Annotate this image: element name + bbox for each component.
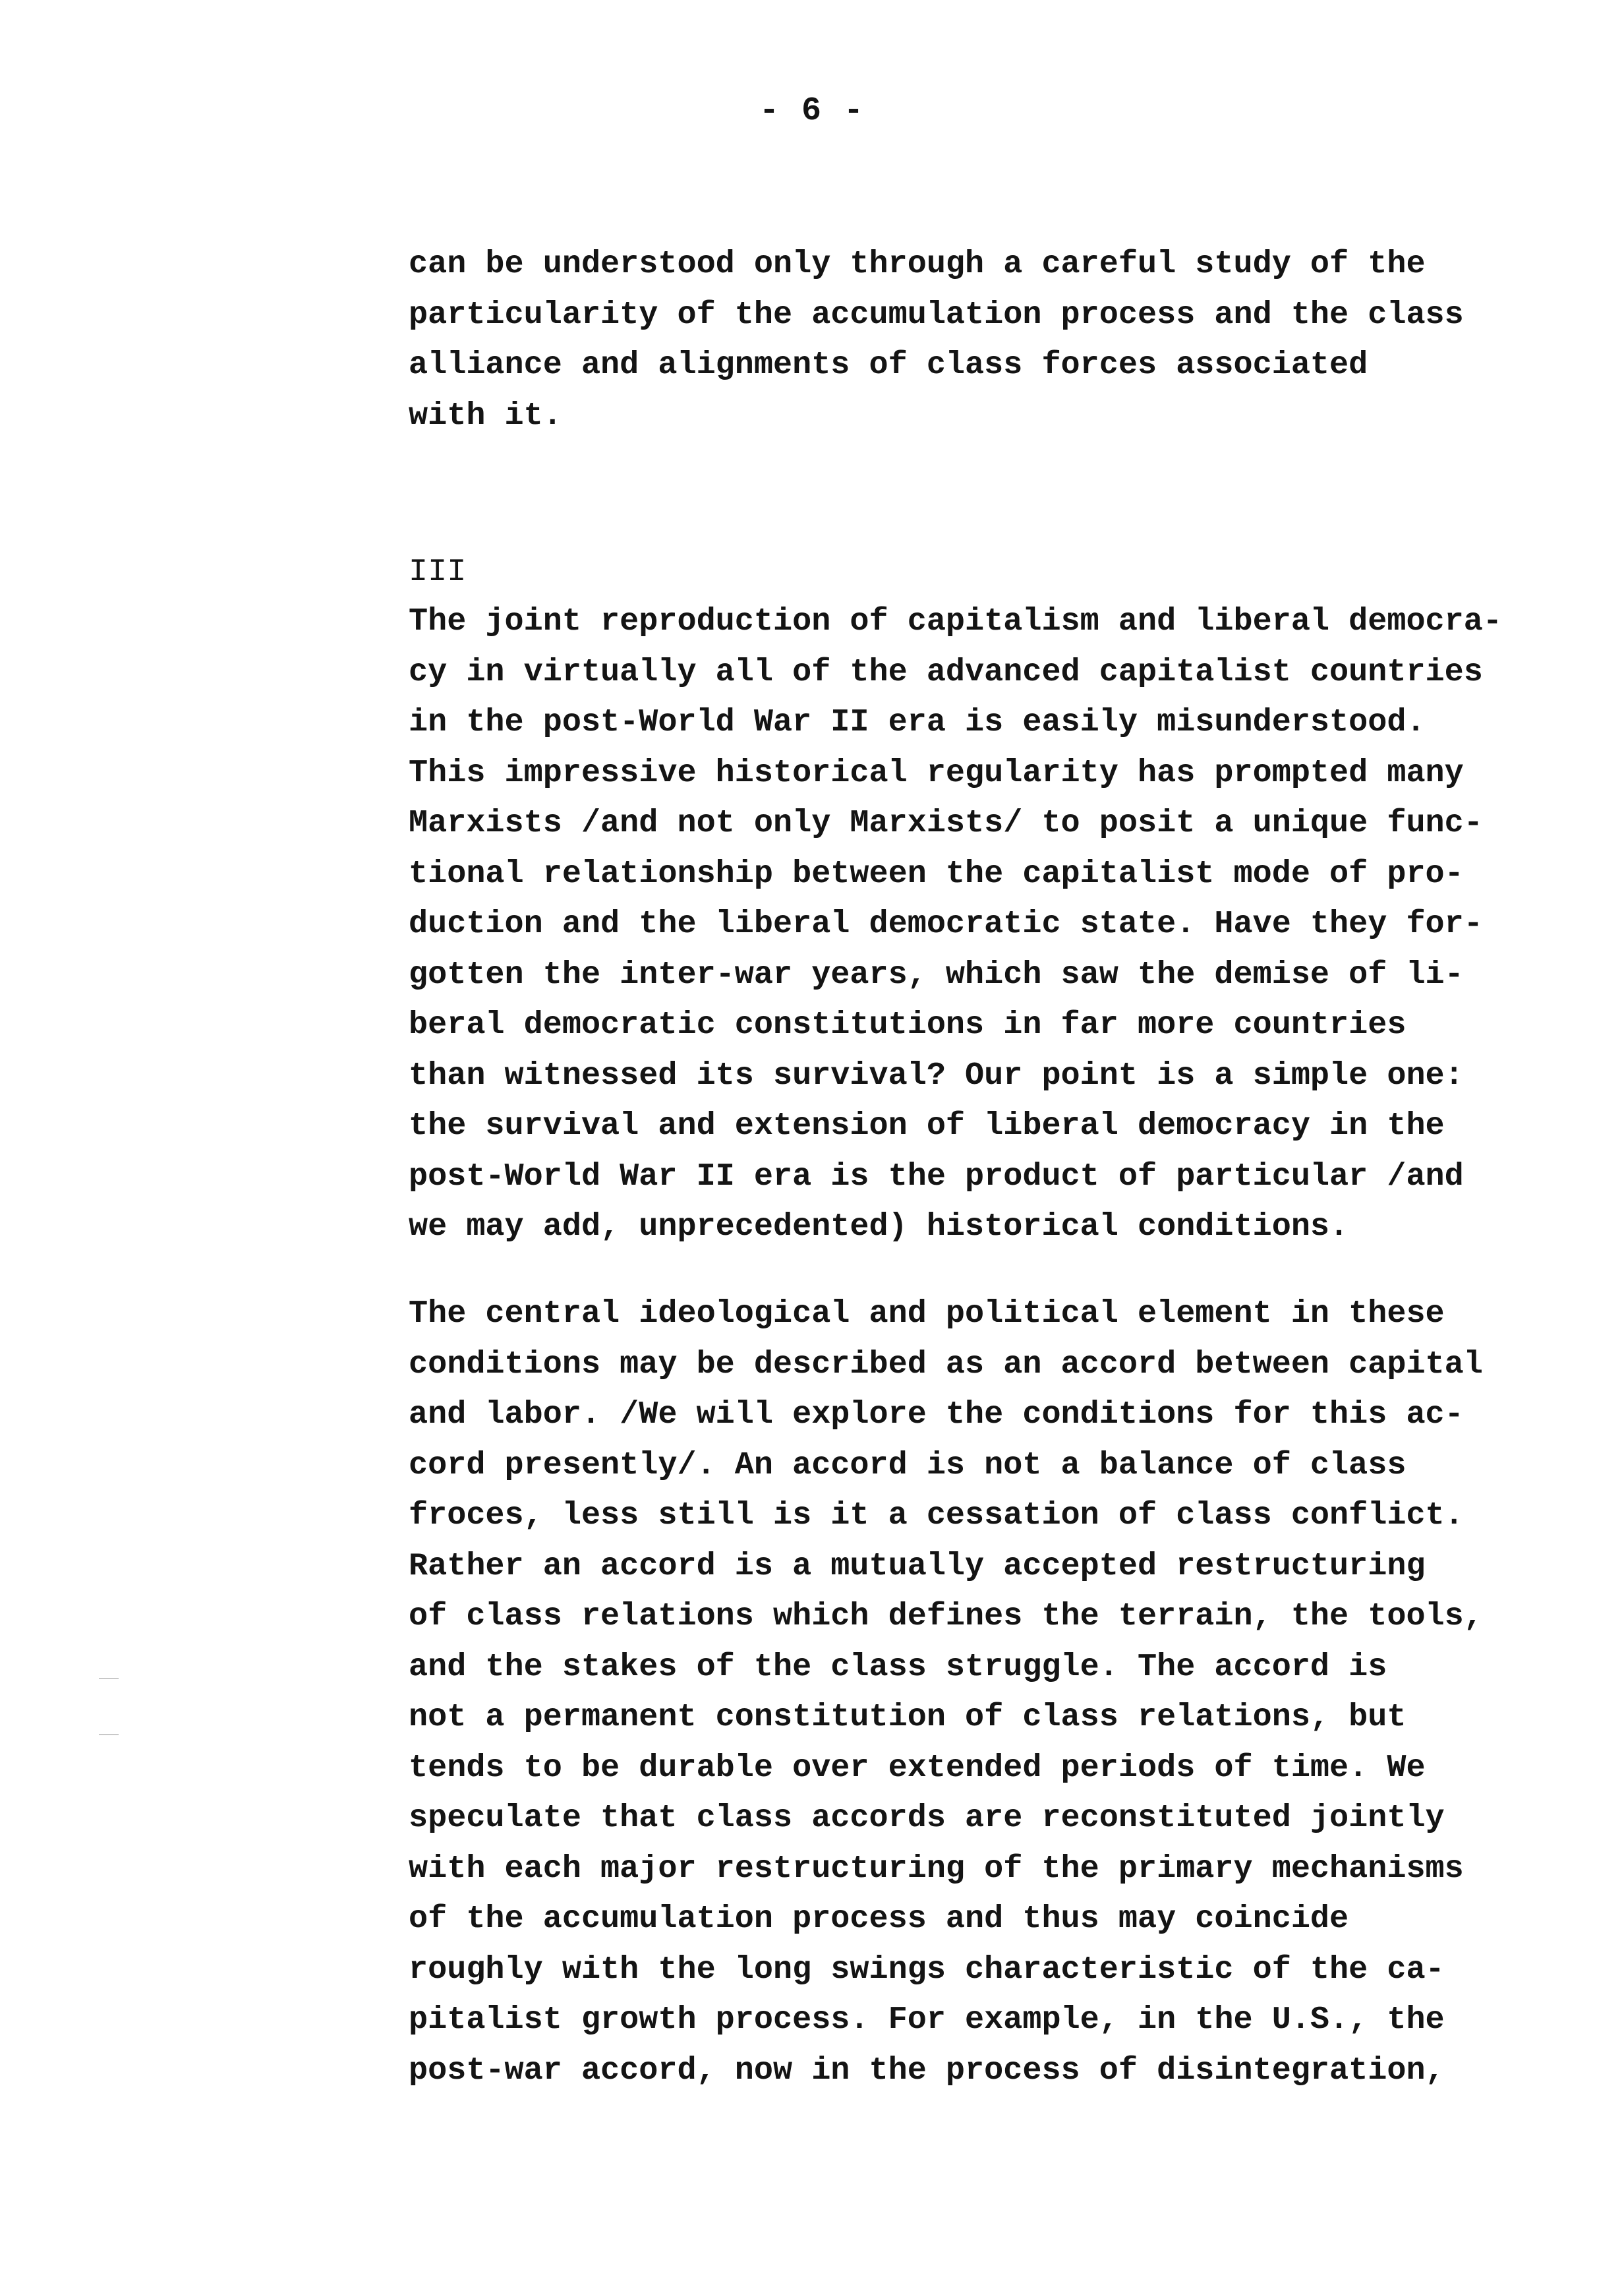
paragraph-line: post-World War II era is the product of particular /and xyxy=(409,1158,1464,1195)
paragraph-2 xyxy=(409,597,1608,1253)
paragraph-3 xyxy=(409,1289,1608,2096)
paragraph-line: in the post-World War II era is easily misunderstood. xyxy=(409,704,1426,740)
paragraph-line: duction and the liberal democratic state. Have they for- xyxy=(409,906,1483,942)
paragraph-line: not a permanent constitution of class relations, but xyxy=(409,1699,1406,1735)
paragraph-line: post-war accord, now in the process of disintegration, xyxy=(409,2052,1445,2089)
paragraph-line: conditions may be described as an accord between capital xyxy=(409,1346,1483,1382)
paragraph-line: than witnessed its survival? Our point is a simple one: xyxy=(409,1057,1464,1094)
paragraph-line: Marxists /and not only Marxists/ to posit a unique func- xyxy=(409,805,1483,841)
section-heading: III xyxy=(409,554,467,590)
paragraph-line: The joint reproduction of capitalism and liberal democra- xyxy=(409,603,1502,639)
paragraph-line: and the stakes of the class struggle. The accord is xyxy=(409,1648,1387,1685)
paragraph-line: gotten the inter-war years, which saw the demise of li- xyxy=(409,956,1464,993)
paragraph-line: beral democratic constitutions in far more countries xyxy=(409,1007,1406,1043)
margin-mark xyxy=(99,1734,119,1735)
margin-mark xyxy=(99,1678,119,1679)
paragraph-line: the survival and extension of liberal democracy in the xyxy=(409,1108,1445,1144)
page-number: - 6 - xyxy=(759,92,865,130)
paragraph-line: we may add, unprecedented) historical conditions. xyxy=(409,1208,1349,1245)
paragraph-line: can be understood only through a careful study of the xyxy=(409,246,1426,282)
paragraph-line: cy in virtually all of the advanced capitalist countries xyxy=(409,653,1483,690)
paragraph-line: with each major restructuring of the primary mechanisms xyxy=(409,1850,1464,1887)
paragraph-line: particularity of the accumulation process and the class xyxy=(409,296,1464,333)
paragraph-line: pitalist growth process. For example, in the U.S., the xyxy=(409,2002,1445,2038)
paragraph-line: roughly with the long swings characteristic of the ca- xyxy=(409,1951,1445,1988)
paragraph-line: of the accumulation process and thus may coincide xyxy=(409,1901,1349,1937)
paragraph-line: with it. xyxy=(409,397,562,434)
paragraph-line: speculate that class accords are reconstituted jointly xyxy=(409,1800,1445,1836)
paragraph-line: The central ideological and political element in these xyxy=(409,1295,1445,1332)
paragraph-line: and labor. /We will explore the conditions for this ac- xyxy=(409,1396,1464,1433)
paragraph-line: tends to be durable over extended periods of time. We xyxy=(409,1749,1426,1786)
paragraph-1 xyxy=(409,239,1608,441)
paragraph-line: This impressive historical regularity has prompted many xyxy=(409,754,1464,791)
paragraph-line: cord presently/. An accord is not a balance of class xyxy=(409,1446,1406,1483)
paragraph-line: alliance and alignments of class forces associated xyxy=(409,347,1368,383)
paragraph-line: froces, less still is it a cessation of class conflict. xyxy=(409,1497,1464,1533)
paragraph-line: of class relations which defines the terrain, the tools, xyxy=(409,1598,1483,1634)
paragraph-line: Rather an accord is a mutually accepted restructuring xyxy=(409,1547,1426,1584)
paragraph-line: tional relationship between the capitalist mode of pro- xyxy=(409,855,1464,892)
